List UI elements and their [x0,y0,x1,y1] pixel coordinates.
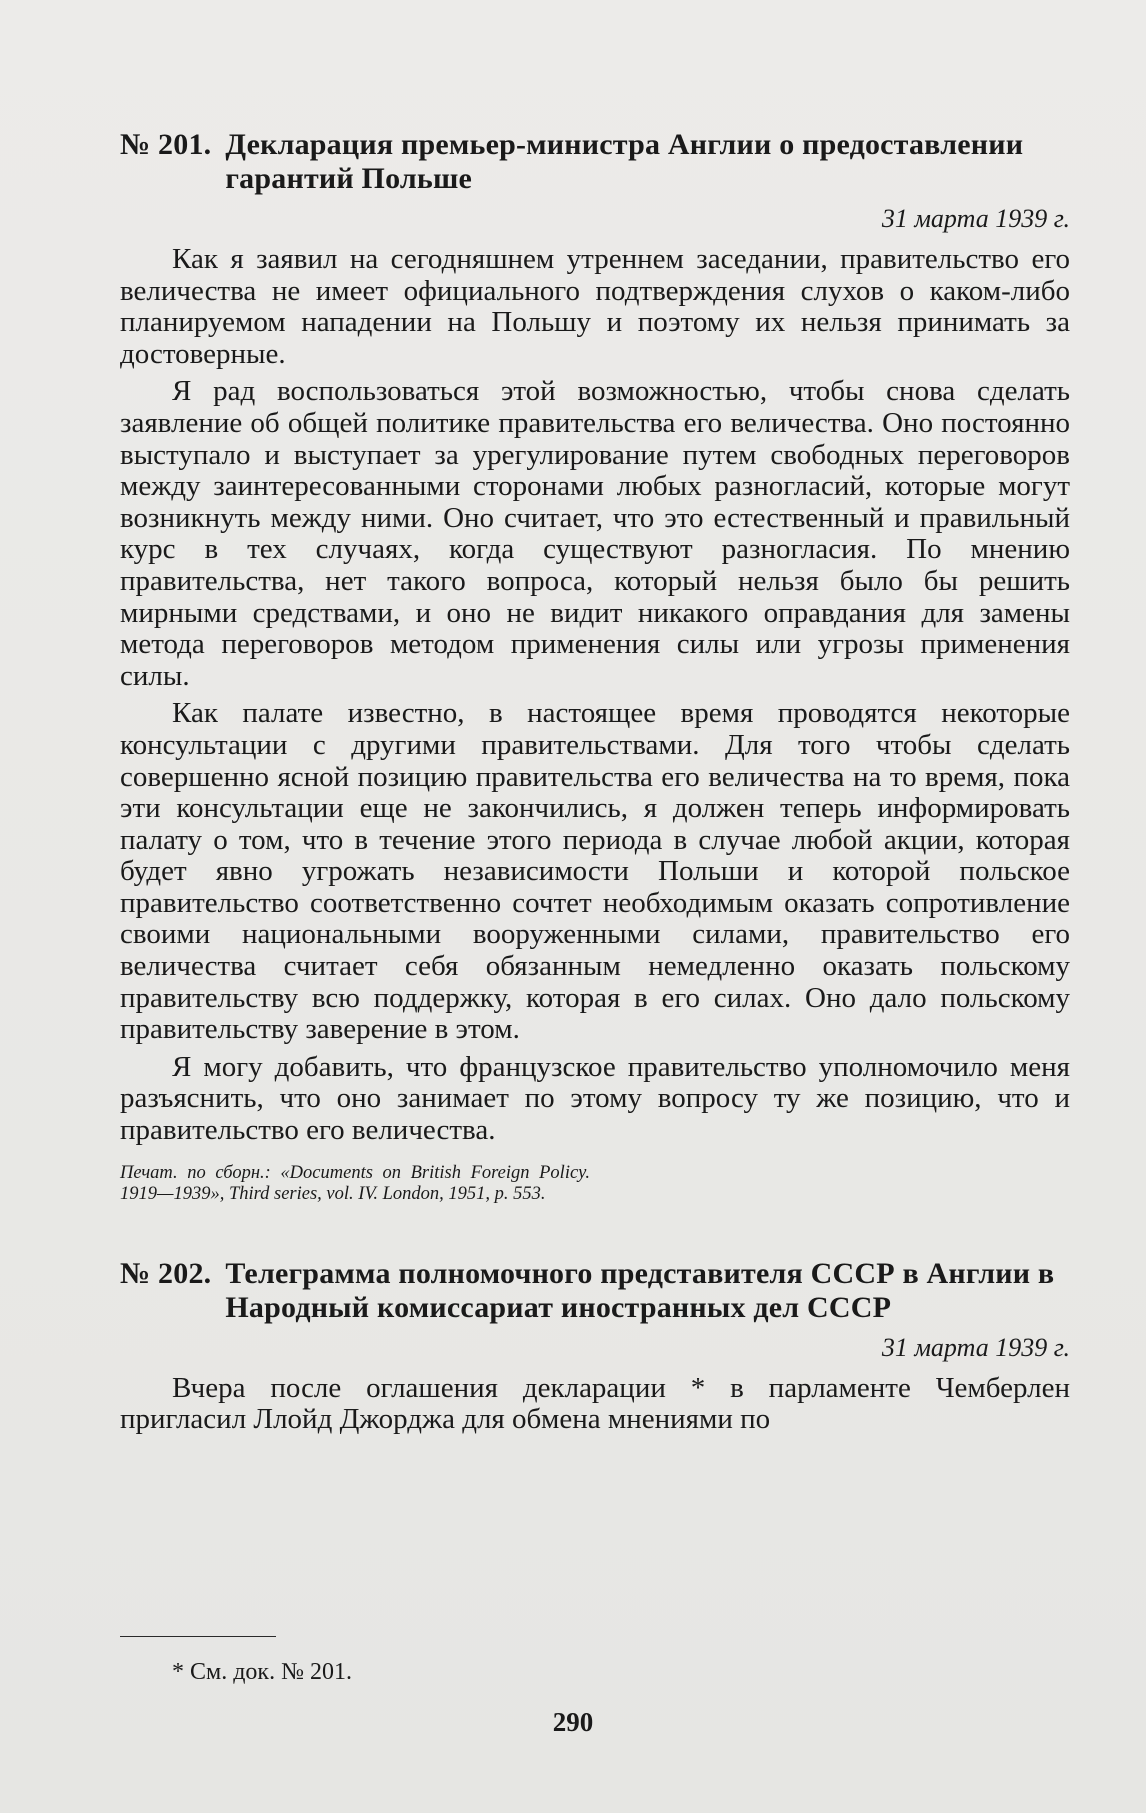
footnote: * См. док. № 201. [172,1659,352,1685]
document-heading [120,1257,1070,1325]
document-date: 31 марта 1939 г. [881,204,1070,233]
document-201 [120,128,1070,1205]
document-title: Декларация премьер-министра Англии о предоставлении гарантий Польше [225,128,1024,195]
text-column [120,128,1070,1442]
paragraph: Я могу добавить, что французское правительство уполномочило меня разъяснить, что оно занимает по этому вопросу ту же позицию, что и правительство его величества. [120,1050,1070,1147]
document-202 [120,1257,1070,1436]
paragraph: Как я заявил на сегодняшнем утреннем заседании, правительство его величества не имеет официального подтверждения слухов о каком-либо планируемом нападении на Польшу и поэтому их нельзя принимать за достоверные. [120,243,1070,370]
section-spacer [120,1205,1070,1257]
paragraph: Как палате известно, в настоящее время проводятся некоторые консультации с другими правительствами. Для того чтобы сделать совершенно ясной позицию правительства его величества на то время, пока эти консультации еще не закончились, я должен теперь информировать палату о том, что в течение этого периода в случае любой акции, которая будет явно угрожать независимости Польши и которой польское правительство соответственно сочтет необходимым оказать сопротивление своими национальными вооруженными силами, правительство его величества считает себя обязанным немедленно оказать польскому правительству всю поддержку, которая в его силах. Оно дало польскому правительству заверение в этом. [120,697,1070,1046]
paragraph: Я рад воспользоваться этой возможностью, чтобы снова сделать заявление об общей политике правительства его величества. Оно постоянно выступало и выступает за урегулирование путем свободных переговоров между заинтересованными сторонами любых разногласий, которые могут возникнуть между ними. Оно считает, что это естественный и правильный курс в тех случаях, когда существуют разногласия. По мнению правительства, нет такого вопроса, который нельзя было бы решить мирными средствами, и оно не видит никакого оправдания для замены метода переговоров методом применения силы или угрозы применения силы. [120,375,1070,692]
paragraph: Вчера после оглашения декларации * в парламенте Чемберлен пригласил Ллойд Джорджа для обмена мнениями по [120,1371,1070,1436]
page-number: 290 [552,1707,594,1737]
source-citation: Печат. по сборн.: «Documents on British Foreign Policy. 1919—1939», Third series, vol. IV. London, 1951, p. 553. [120,1162,590,1204]
document-number: № 201. [120,128,212,161]
document-heading [120,128,1070,196]
document-date: 31 марта 1939 г. [881,1332,1070,1362]
document-number: № 202. [120,1256,212,1290]
footnote-divider [120,1636,276,1637]
document-title: Телеграмма полномочного представителя СССР в Англии в Народный комиссариат иностранных дел СССР [225,1256,1055,1324]
